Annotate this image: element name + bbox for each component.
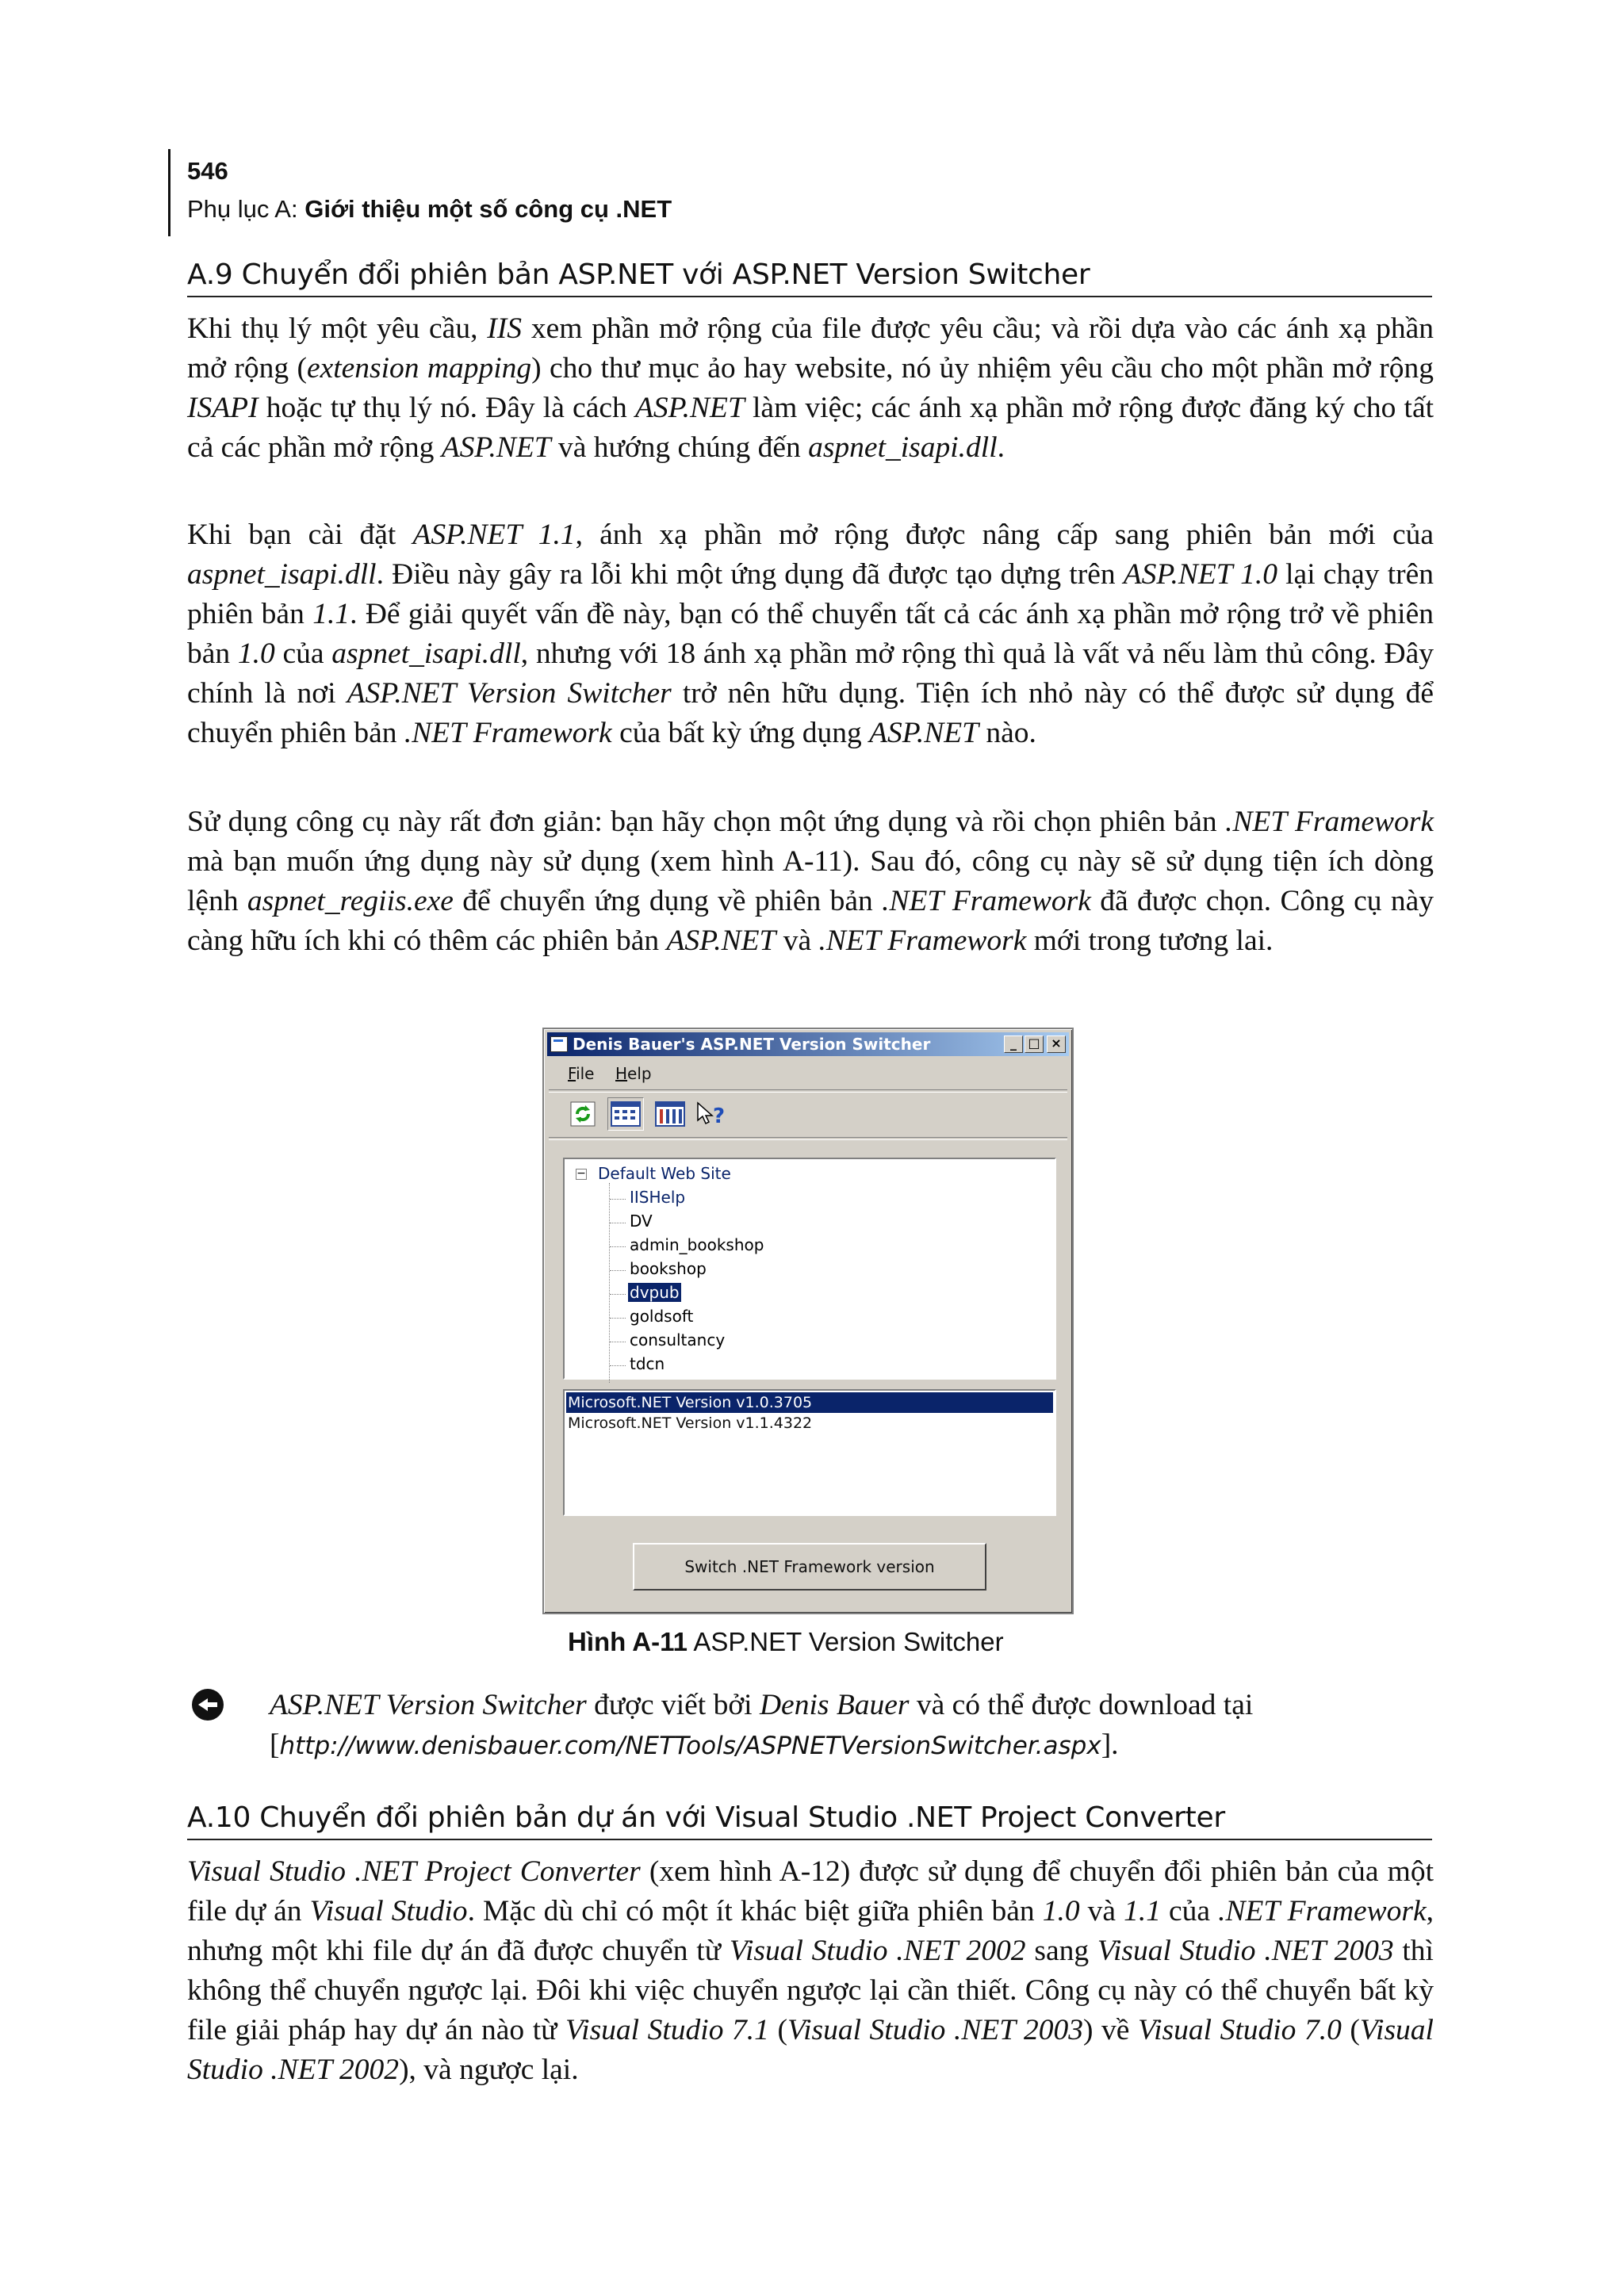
- tree-branch: [610, 1270, 626, 1271]
- tree-item-dv[interactable]: DV: [630, 1212, 653, 1231]
- tree-item-admin-bookshop[interactable]: admin_bookshop: [630, 1235, 764, 1254]
- tree-item-iishelp[interactable]: IISHelp: [630, 1188, 686, 1207]
- note-url-open: [: [270, 1728, 280, 1761]
- italic-term: 1.0: [237, 637, 275, 670]
- italic-term: ASP.NET: [634, 392, 745, 424]
- tree-guide-line: [609, 1183, 610, 1383]
- note-url-close: ].: [1101, 1728, 1119, 1761]
- italic-term: ASP.NET: [441, 431, 551, 464]
- figure-caption: [568, 1627, 1004, 1657]
- whats-this-help-icon[interactable]: [693, 1097, 730, 1131]
- download-link[interactable]: http://www.denisbauer.com/NETTools/ASPNETVersionSwitcher.aspx: [279, 1732, 1101, 1760]
- italic-term: 1.0: [1042, 1895, 1080, 1927]
- note-sentence: ASP.NET Version Switcher được viết bởi Denis Bauer và có thể được download tại: [270, 1689, 1254, 1721]
- maximize-button[interactable]: □: [1025, 1035, 1044, 1053]
- note-text: [270, 1686, 1427, 1766]
- header-rule: [168, 149, 170, 236]
- italic-term: Visual Studio: [309, 1895, 468, 1927]
- tree-branch: [610, 1365, 626, 1366]
- tree-branch: [610, 1294, 626, 1295]
- tree-collapse-icon[interactable]: −: [576, 1167, 586, 1180]
- paragraph-a9-2: Khi bạn cài đặt ASP.NET 1.1, ánh xạ phần mở rộng được nâng cấp sang phiên bản mới của aspnet_isapi.dll. Điều này gây ra lỗi khi một ứng dụng đã được tạo dựng trên ASP.NET 1.0 lại chạy trên phiên bản 1.1. Để giải quyết vấn đề này, bạn có thể chuyển tất cả các ánh xạ phần mở rộng trở về phiên bản 1.0 của aspnet_isapi.dll, nhưng với 18 ánh xạ phần mở rộng thì quả là vất vả nếu làm thủ công. Đây chính là nơi ASP.NET Version Switcher trở nên hữu dụng. Tiện ích nhỏ này có thể được sử dụng để chuyển phiên bản .NET Framework của bất kỳ ứng dụng ASP.NET nào.: [187, 519, 1434, 749]
- italic-term: 1.1: [312, 598, 350, 630]
- svg-text:?: ?: [713, 1104, 726, 1127]
- detail-view-icon[interactable]: [652, 1097, 688, 1131]
- pointing-hand-icon: [190, 1687, 225, 1722]
- italic-term: .NET Framework: [1218, 1895, 1427, 1927]
- appendix-prefix: Phụ lục A:: [187, 195, 305, 223]
- section-heading-a9: A.9 Chuyển đổi phiên bản ASP.NET với ASP.NET Version Switcher: [187, 258, 1432, 297]
- section-heading-a10: A.10 Chuyển đổi phiên bản dự án với Visual Studio .NET Project Converter: [187, 1801, 1432, 1840]
- italic-term: ASP.NET 1.1: [412, 519, 576, 551]
- appendix-title: Giới thiệu một số công cụ .NET: [304, 195, 672, 223]
- figure-label: Hình A-11: [568, 1627, 688, 1656]
- tree-item-tdcn[interactable]: tdcn: [630, 1354, 665, 1373]
- tree-item-consultancy[interactable]: consultancy: [630, 1330, 726, 1349]
- italic-term: Denis Bauer: [759, 1689, 910, 1721]
- italic-term: ASP.NET: [869, 717, 979, 749]
- running-head: [187, 195, 672, 224]
- window-titlebar: [547, 1032, 1069, 1056]
- italic-term: .NET Framework: [882, 885, 1091, 917]
- italic-term: .NET Framework: [818, 924, 1027, 957]
- italic-term: Visual Studio .NET 2002: [187, 2014, 1434, 2086]
- refresh-icon[interactable]: [565, 1097, 601, 1131]
- italic-term: .NET Framework: [1225, 806, 1434, 838]
- window-title: Denis Bauer's ASP.NET Version Switcher: [573, 1035, 931, 1054]
- italic-term: aspnet_isapi.dll: [187, 558, 377, 591]
- framework-version-list[interactable]: [563, 1389, 1056, 1516]
- toolbar: [549, 1093, 1067, 1134]
- italic-term: IIS: [487, 312, 523, 345]
- italic-term: extension mapping: [306, 352, 532, 385]
- italic-term: ASP.NET 1.0: [1123, 558, 1277, 591]
- tree-root-default-web-site[interactable]: Default Web Site: [598, 1164, 731, 1183]
- version-item-v1-0[interactable]: Microsoft.NET Version v1.0.3705: [566, 1392, 1053, 1413]
- switch-framework-button[interactable]: Switch .NET Framework version: [633, 1543, 986, 1591]
- italic-term: aspnet_regiis.exe: [247, 885, 454, 917]
- italic-term: Visual Studio 7.1: [565, 2014, 769, 2046]
- website-tree[interactable]: [563, 1158, 1056, 1380]
- italic-term: ASP.NET Version Switcher: [347, 677, 672, 710]
- italic-term: aspnet_isapi.dll: [808, 431, 998, 464]
- paragraph-a10-1: Visual Studio .NET Project Converter (xem hình A-12) được sử dụng để chuyển đổi phiên bản của một file dự án Visual Studio. Mặc dù chỉ có một ít khác biệt giữa phiên bản 1.0 và 1.1 của .NET Framework, nhưng một khi file dự án đã được chuyển từ Visual Studio .NET 2002 sang Visual Studio .NET 2003 thì không thể chuyển ngược lại. Đôi khi việc chuyển ngược lại cần thiết. Công cụ này có thể chuyển bất kỳ file giải pháp hay dự án nào từ Visual Studio 7.1 (Visual Studio .NET 2003) về Visual Studio 7.0 (Visual Studio .NET 2002), và ngược lại.: [187, 1855, 1434, 2086]
- figure-caption-text: ASP.NET Version Switcher: [687, 1627, 1004, 1656]
- menubar: [549, 1061, 1067, 1086]
- menu-help[interactable]: Help: [615, 1064, 652, 1083]
- italic-term: 1.1: [1124, 1895, 1161, 1927]
- version-item-v1-1[interactable]: Microsoft.NET Version v1.1.4322: [568, 1414, 813, 1432]
- italic-term: Visual Studio .NET 2003: [787, 2014, 1083, 2046]
- italic-term: Visual Studio .NET 2003: [1097, 1935, 1394, 1967]
- tree-item-dvpub[interactable]: dvpub: [630, 1283, 680, 1302]
- toolbar-separator: [549, 1137, 1067, 1140]
- tree-branch: [610, 1246, 626, 1247]
- paragraph-a9-1: Khi thụ lý một yêu cầu, IIS xem phần mở rộng của file được yêu cầu; và rồi dựa vào các ánh xạ phần mở rộng (extension mapping) cho thư mục ảo hay website, nó ủy nhiệm yêu cầu cho một phần mở rộng ISAPI hoặc tự thụ lý nó. Đây là cách ASP.NET làm việc; các ánh xạ phần mở rộng được đăng ký cho tất cả các phần mở rộng ASP.NET và hướng chúng đến aspnet_isapi.dll.: [187, 312, 1434, 464]
- italic-term: ASP.NET: [666, 924, 776, 957]
- tree-branch: [610, 1199, 626, 1200]
- italic-term: Visual Studio .NET Project Converter: [187, 1855, 641, 1888]
- italic-term: aspnet_isapi.dll: [331, 637, 521, 670]
- italic-term: ASP.NET Version Switcher: [270, 1689, 587, 1721]
- close-button[interactable]: ×: [1047, 1035, 1066, 1053]
- list-view-icon[interactable]: [607, 1097, 644, 1131]
- italic-term: .NET Framework: [404, 717, 612, 749]
- tree-item-bookshop[interactable]: bookshop: [630, 1259, 707, 1278]
- page-number: 546: [187, 157, 228, 185]
- italic-term: Visual Studio 7.0: [1137, 2014, 1342, 2046]
- tree-branch: [610, 1318, 626, 1319]
- italic-term: ISAPI: [187, 392, 259, 424]
- minimize-button[interactable]: _: [1004, 1035, 1023, 1053]
- app-icon: [550, 1036, 568, 1052]
- menu-file[interactable]: File: [568, 1064, 595, 1083]
- version-switcher-window: [542, 1028, 1074, 1614]
- paragraph-a9-3: Sử dụng công cụ này rất đơn giản: bạn hãy chọn một ứng dụng và rồi chọn phiên bản .NET Framework mà bạn muốn ứng dụng này sử dụng (xem hình A-11). Sau đó, công cụ này sẽ sử dụng tiện ích dòng lệnh aspnet_regiis.exe để chuyển ứng dụng về phiên bản .NET Framework đã được chọn. Công cụ này càng hữu ích khi có thêm các phiên bản ASP.NET và .NET Framework mới trong tương lai.: [187, 806, 1434, 957]
- tree-item-goldsoft[interactable]: goldsoft: [630, 1307, 694, 1326]
- italic-term: Visual Studio .NET 2002: [729, 1935, 1026, 1967]
